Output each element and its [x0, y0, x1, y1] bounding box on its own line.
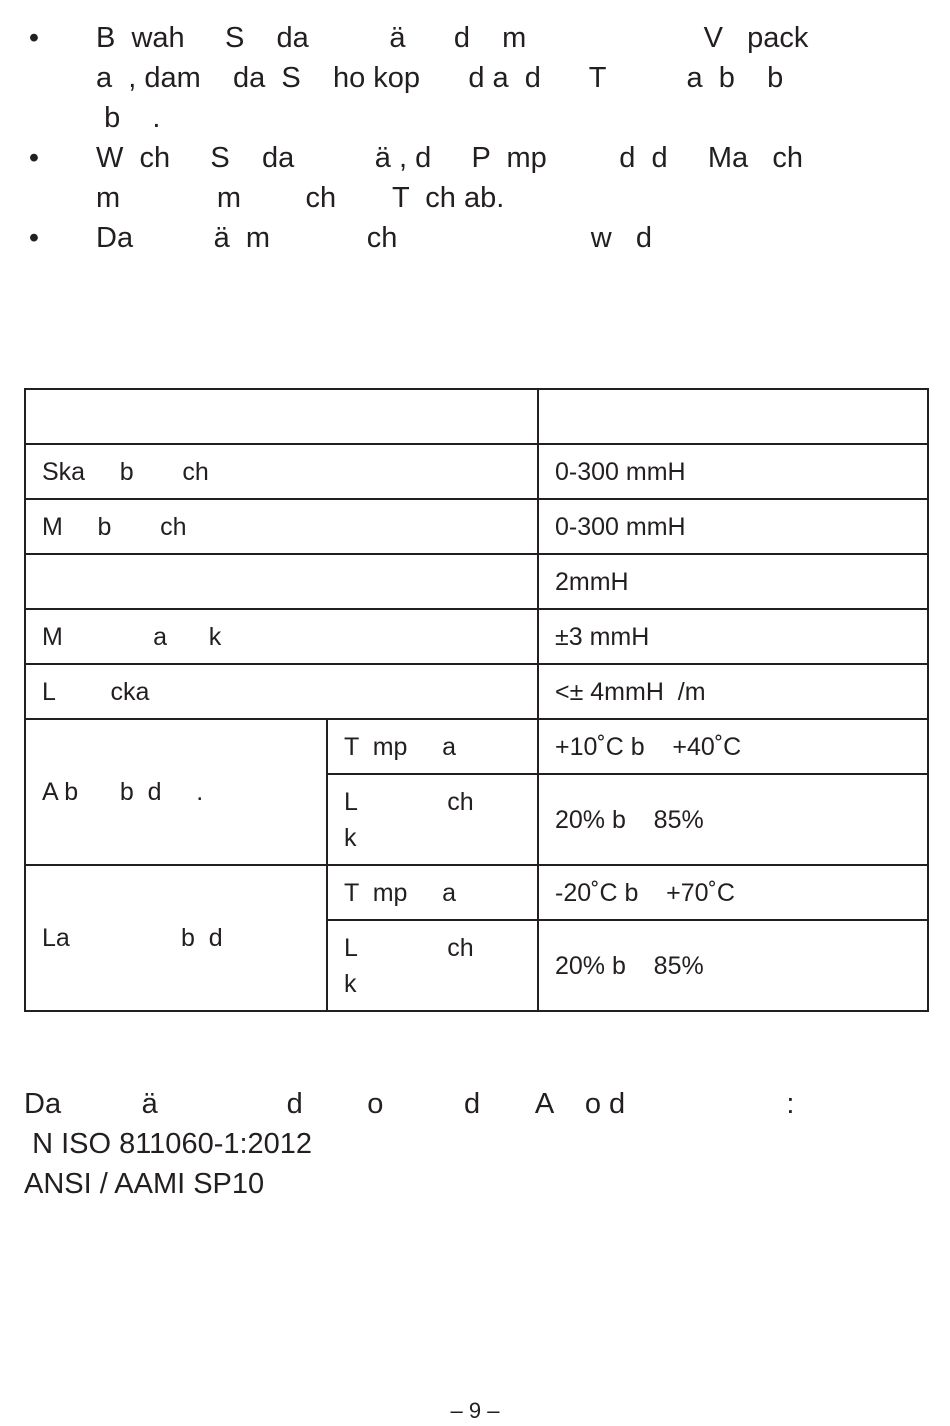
bullet-text: Da ä m ch w d — [96, 222, 652, 254]
group-param: L ch k — [327, 774, 538, 865]
table-header-cell — [25, 389, 538, 444]
spec-label: M b ch — [25, 499, 538, 554]
standards-intro: Da ä d o d A o d : — [24, 1088, 795, 1120]
instruction-bullet-list — [24, 18, 904, 258]
bullet-marker: • — [28, 22, 40, 54]
table-row — [25, 609, 928, 664]
table-row — [25, 444, 928, 499]
standards-section — [24, 1084, 904, 1204]
group-label-operating: A b b d . — [25, 719, 327, 865]
standard-item: N ISO 811060-1:2012 — [24, 1128, 313, 1160]
spec-value: 0-300 mmH — [538, 499, 928, 554]
bullet-text: W ch S da ä , d P mp d d Ma ch m m ch T ch ab. — [96, 142, 803, 214]
spec-label — [25, 554, 538, 609]
table-row — [25, 719, 928, 774]
group-value: 20% b 85% — [538, 774, 928, 865]
group-value: +10˚C b +40˚C — [538, 719, 928, 774]
group-param: L ch k — [327, 920, 538, 1011]
bullet-text: B wah S da ä d m V pack a , dam da S ho kop d a d T a b b b . — [96, 22, 809, 134]
spec-label: Ska b ch — [25, 444, 538, 499]
group-param: T mp a — [327, 865, 538, 920]
table-row — [25, 554, 928, 609]
spec-value: 2mmH — [538, 554, 928, 609]
table-header-row — [25, 389, 928, 444]
group-label-storage: La b d — [25, 865, 327, 1011]
group-value: -20˚C b +70˚C — [538, 865, 928, 920]
bullet-item — [24, 218, 904, 258]
spec-label: L cka — [25, 664, 538, 719]
table-row — [25, 499, 928, 554]
spec-value: <± 4mmH /m — [538, 664, 928, 719]
page-number: – 9 – — [450, 1398, 500, 1423]
standard-item: ANSI / AAMI SP10 — [24, 1168, 265, 1200]
group-param: T mp a — [327, 719, 538, 774]
table-row — [25, 865, 928, 920]
table-row — [25, 664, 928, 719]
bullet-marker: • — [28, 222, 40, 254]
specifications-table — [24, 388, 929, 1012]
bullet-item — [24, 138, 904, 218]
spec-value: ±3 mmH — [538, 609, 928, 664]
group-value: 20% b 85% — [538, 920, 928, 1011]
bullet-item — [24, 18, 904, 138]
spec-value: 0-300 mmH — [538, 444, 928, 499]
spec-label: M a k — [25, 609, 538, 664]
bullet-marker: • — [28, 142, 40, 174]
table-header-cell — [538, 389, 928, 444]
